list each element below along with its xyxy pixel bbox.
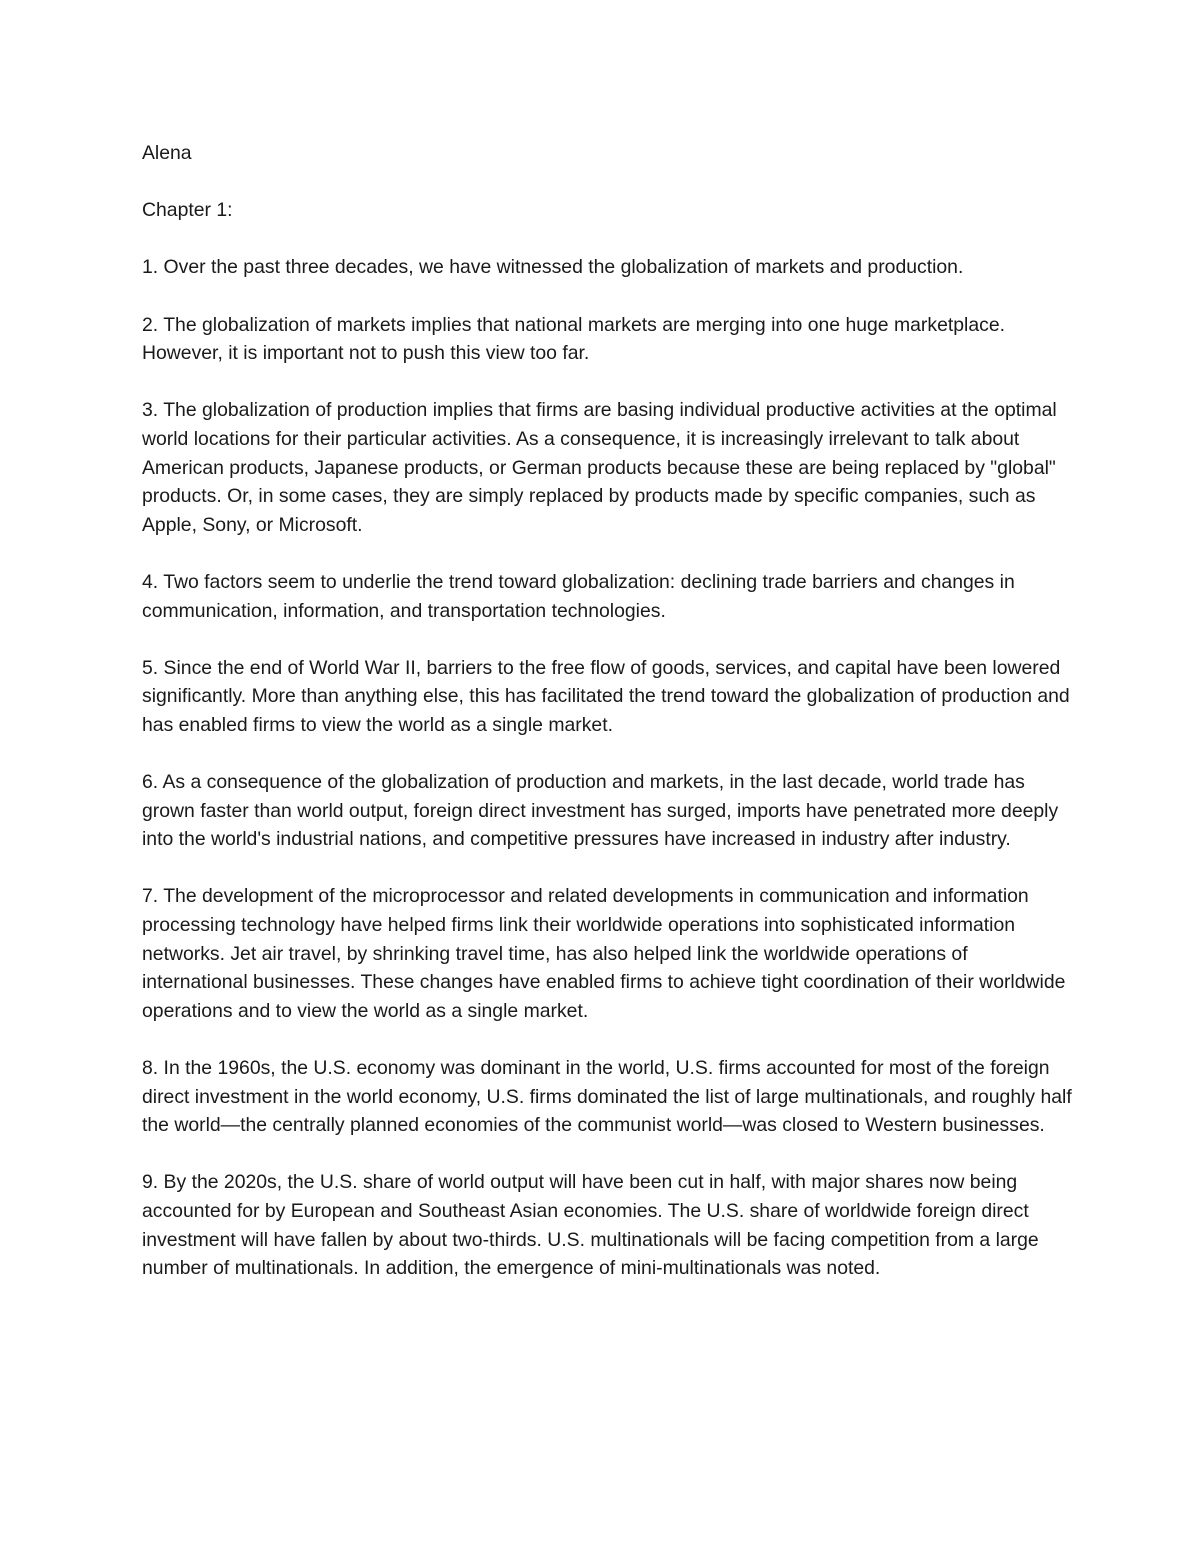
document-body — [142, 139, 1072, 1283]
paragraph-5: 5. Since the end of World War II, barriers to the free flow of goods, services, and capital have been lowered significantly. More than anything else, this has facilitated the trend toward the globalization of production and has enabled firms to view the world as a single market. — [142, 656, 1070, 736]
paragraph-1: 1. Over the past three decades, we have witnessed the globalization of markets and production. — [142, 256, 964, 279]
paragraph-7: 7. The development of the microprocessor and related developments in communication and information processing technology have helped firms link their worldwide operations into sophisticated information networks. Jet air travel, by shrinking travel time, has also helped link the worldwide operations of international businesses. These changes have enabled firms to achieve tight coordination of their worldwide operations and to view the world as a single market. — [142, 885, 1066, 1022]
paragraph-4: 4. Two factors seem to underlie the trend toward globalization: declining trade barriers and changes in communication, information, and transportation technologies. — [142, 570, 1015, 622]
paragraph-2: 2. The globalization of markets implies that national markets are merging into one huge marketplace. However, it is important not to push this view too far. — [142, 313, 1005, 365]
paragraph-8: 8. In the 1960s, the U.S. economy was dominant in the world, U.S. firms accounted for most of the foreign direct investment in the world economy, U.S. firms dominated the list of large multinationals, and roughly half the world—the centrally planned economies of the communist world—was closed to Western businesses. — [142, 1057, 1072, 1137]
chapter-heading: Chapter 1: — [142, 199, 233, 222]
paragraph-3: 3. The globalization of production implies that firms are basing individual productive activities at the optimal world locations for their particular activities. As a consequence, it is increasingly irrelevant to talk about American products, Japanese products, or German products because these are being replaced by "global" products. Or, in some cases, they are simply replaced by products made by specific companies, such as Apple, Sony, or Microsoft. — [142, 399, 1057, 536]
author-name: Alena — [142, 142, 192, 164]
paragraph-6: 6. As a consequence of the globalization of production and markets, in the last decade, world trade has grown faster than world output, foreign direct investment has surged, imports have penetrated more deeply into the world's industrial nations, and competitive pressures have increased in industry after industry. — [142, 771, 1059, 851]
paragraph-9: 9. By the 2020s, the U.S. share of world output will have been cut in half, with major shares now being accounted for by European and Southeast Asian economies. The U.S. share of worldwide foreign direct investment will have fallen by about two-thirds. U.S. multinationals will be facing competition from a large number of multinationals. In addition, the emergence of mini-multinationals was noted. — [142, 1171, 1039, 1280]
